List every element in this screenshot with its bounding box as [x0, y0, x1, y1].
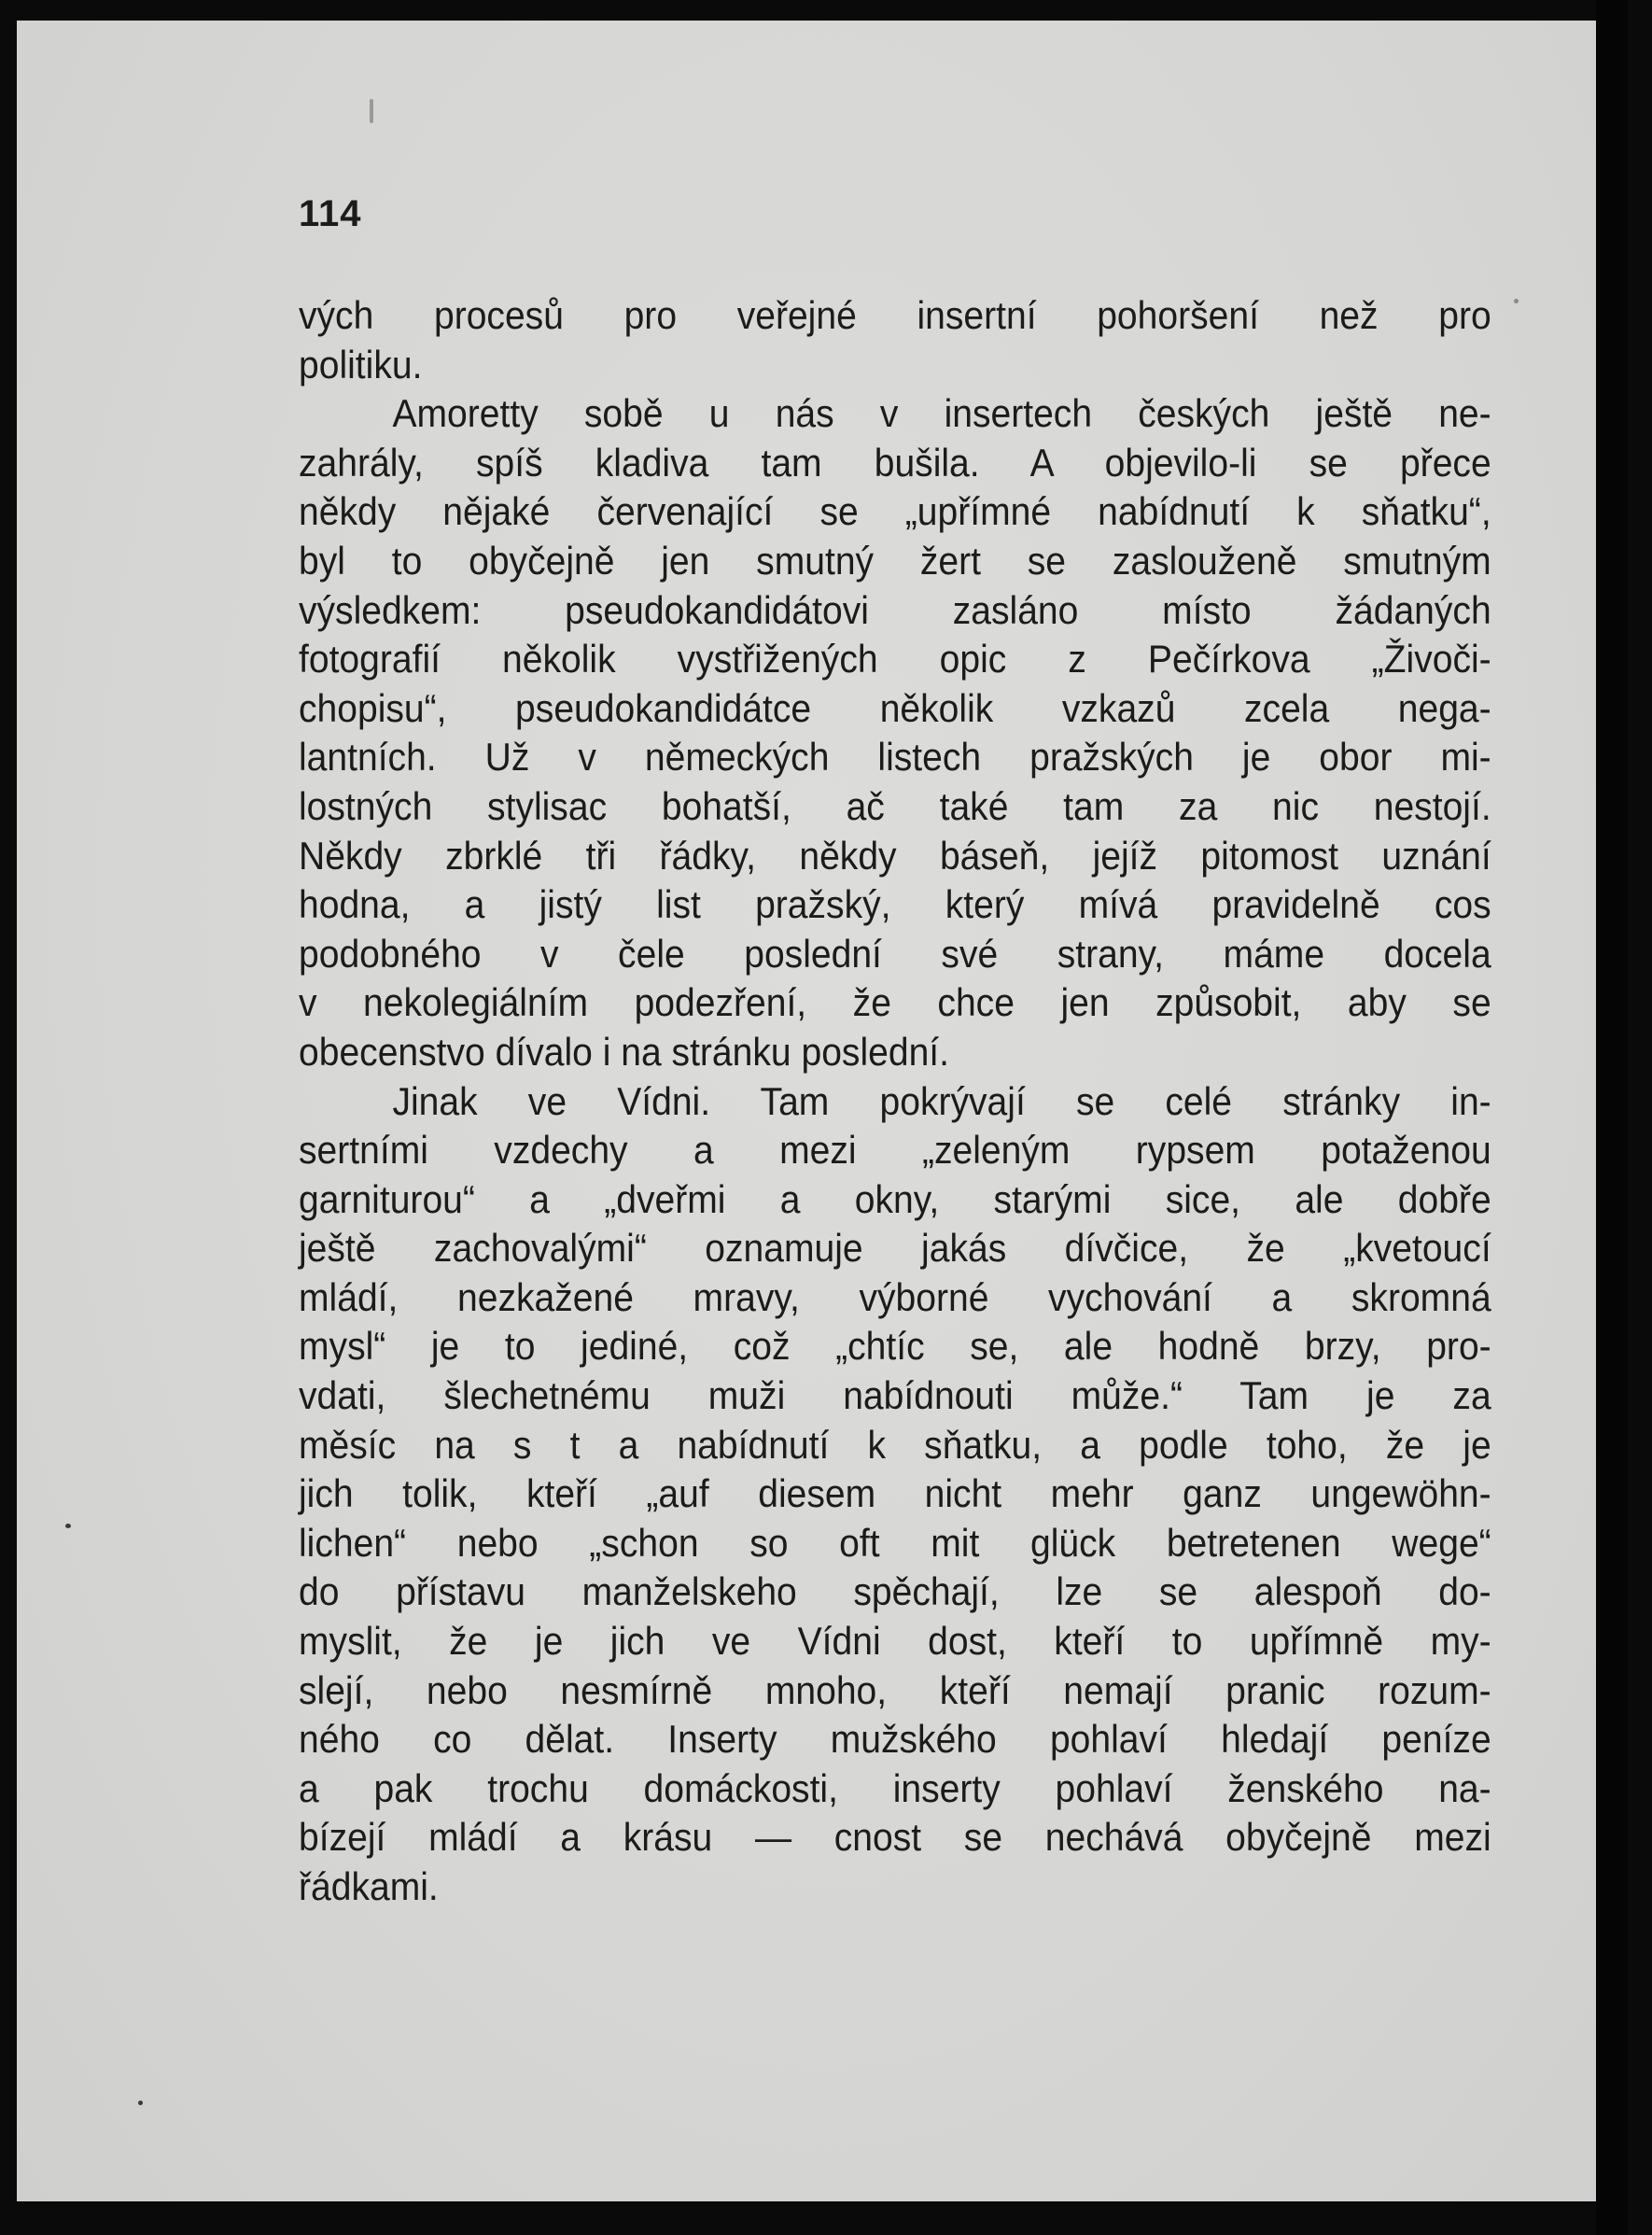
text-line: lostných stylisac bohatší, ač také tam za nic nestojí.: [299, 783, 1491, 828]
text-line: sertními vzdechy a mezi „zeleným rypsem potaženou: [299, 1128, 1491, 1173]
text-line: řádkami.: [299, 1864, 439, 1908]
text-line: Jinak ve Vídni. Tam pokrývají se celé stránky in-: [392, 1078, 1491, 1123]
text-line: Amoretty sobě u nás v insertech českých ještě ne-: [392, 391, 1491, 436]
dust-mark: [138, 2101, 143, 2105]
page-number: 114: [299, 193, 362, 234]
text-line: byl to obyčejně jen smutný žert se zaslouženě smutným: [299, 538, 1491, 583]
text-line: politiku.: [299, 342, 423, 387]
text-line: zahrály, spíš kladiva tam bušila. A objevilo-li se přece: [299, 440, 1491, 485]
text-line: a pak trochu domáckosti, inserty pohlaví ženského na-: [299, 1765, 1491, 1810]
text-line: obecenstvo dívalo i na stránku poslední.: [299, 1029, 950, 1074]
text-line: v nekolegiálním podezření, že chce jen způsobit, aby se: [299, 980, 1491, 1025]
dust-mark: [370, 99, 373, 123]
text-line: hodna, a jistý list pražský, který mívá pravidelně cos: [299, 882, 1491, 927]
text-line: vých procesů pro veřejné insertní pohoršení než pro: [299, 293, 1491, 337]
book-page: [17, 21, 1620, 2201]
text-line: chopisu“, pseudokandidátce několik vzkazů zcela nega-: [299, 685, 1491, 730]
scan-edge-strip: [1596, 0, 1628, 2235]
dust-mark: [1514, 299, 1519, 303]
text-line: do přístavu manželskeho spěchají, lze se alespoň do-: [299, 1569, 1491, 1614]
text-line: mládí, nezkažené mravy, výborné vychování a skromná: [299, 1274, 1491, 1319]
text-line: ného co dělat. Inserty mužského pohlaví hledají peníze: [299, 1717, 1491, 1762]
body-text: [299, 291, 1491, 1912]
text-line: garniturou“ a „dveřmi a okny, starými sice, ale dobře: [299, 1176, 1491, 1221]
text-line: podobného v čele poslední své strany, máme docela: [299, 931, 1491, 976]
text-line: bízejí mládí a krásu — cnost se nechává obyčejně mezi: [299, 1815, 1491, 1860]
text-line: lantních. Už v německých listech pražských je obor mi-: [299, 735, 1491, 780]
text-line: měsíc na s t a nabídnutí k sňatku, a podle toho, že je: [299, 1422, 1491, 1467]
text-line: jich tolik, kteří „auf diesem nicht mehr ganz ungewöhn-: [299, 1471, 1491, 1516]
text-line: ještě zachovalými“ oznamuje jakás dívčice, že „kvetoucí: [299, 1226, 1491, 1271]
dust-mark: [65, 1524, 71, 1528]
text-line: mysl“ je to jediné, což „chtíc se, ale hodně brzy, pro-: [299, 1324, 1491, 1369]
text-line: slejí, nebo nesmírně mnoho, kteří nemají pranic rozum-: [299, 1667, 1491, 1712]
text-line: fotografií několik vystřižených opic z Pečírkova „Živoči-: [299, 637, 1491, 682]
text-line: myslit, že je jich ve Vídni dost, kteří to upřímně my-: [299, 1619, 1491, 1664]
text-line: vdati, šlechetnému muži nabídnouti může.“ Tam je za: [299, 1373, 1491, 1418]
text-line: lichen“ nebo „schon so oft mit glück betretenen wege“: [299, 1520, 1491, 1565]
text-line: Někdy zbrklé tři řádky, někdy báseň, jejíž pitomost uznání: [299, 833, 1491, 878]
text-line: někdy nějaké červenající se „upřímné nabídnutí k sňatku“,: [299, 489, 1491, 534]
text-line: výsledkem: pseudokandidátovi zasláno místo žádaných: [299, 587, 1491, 632]
